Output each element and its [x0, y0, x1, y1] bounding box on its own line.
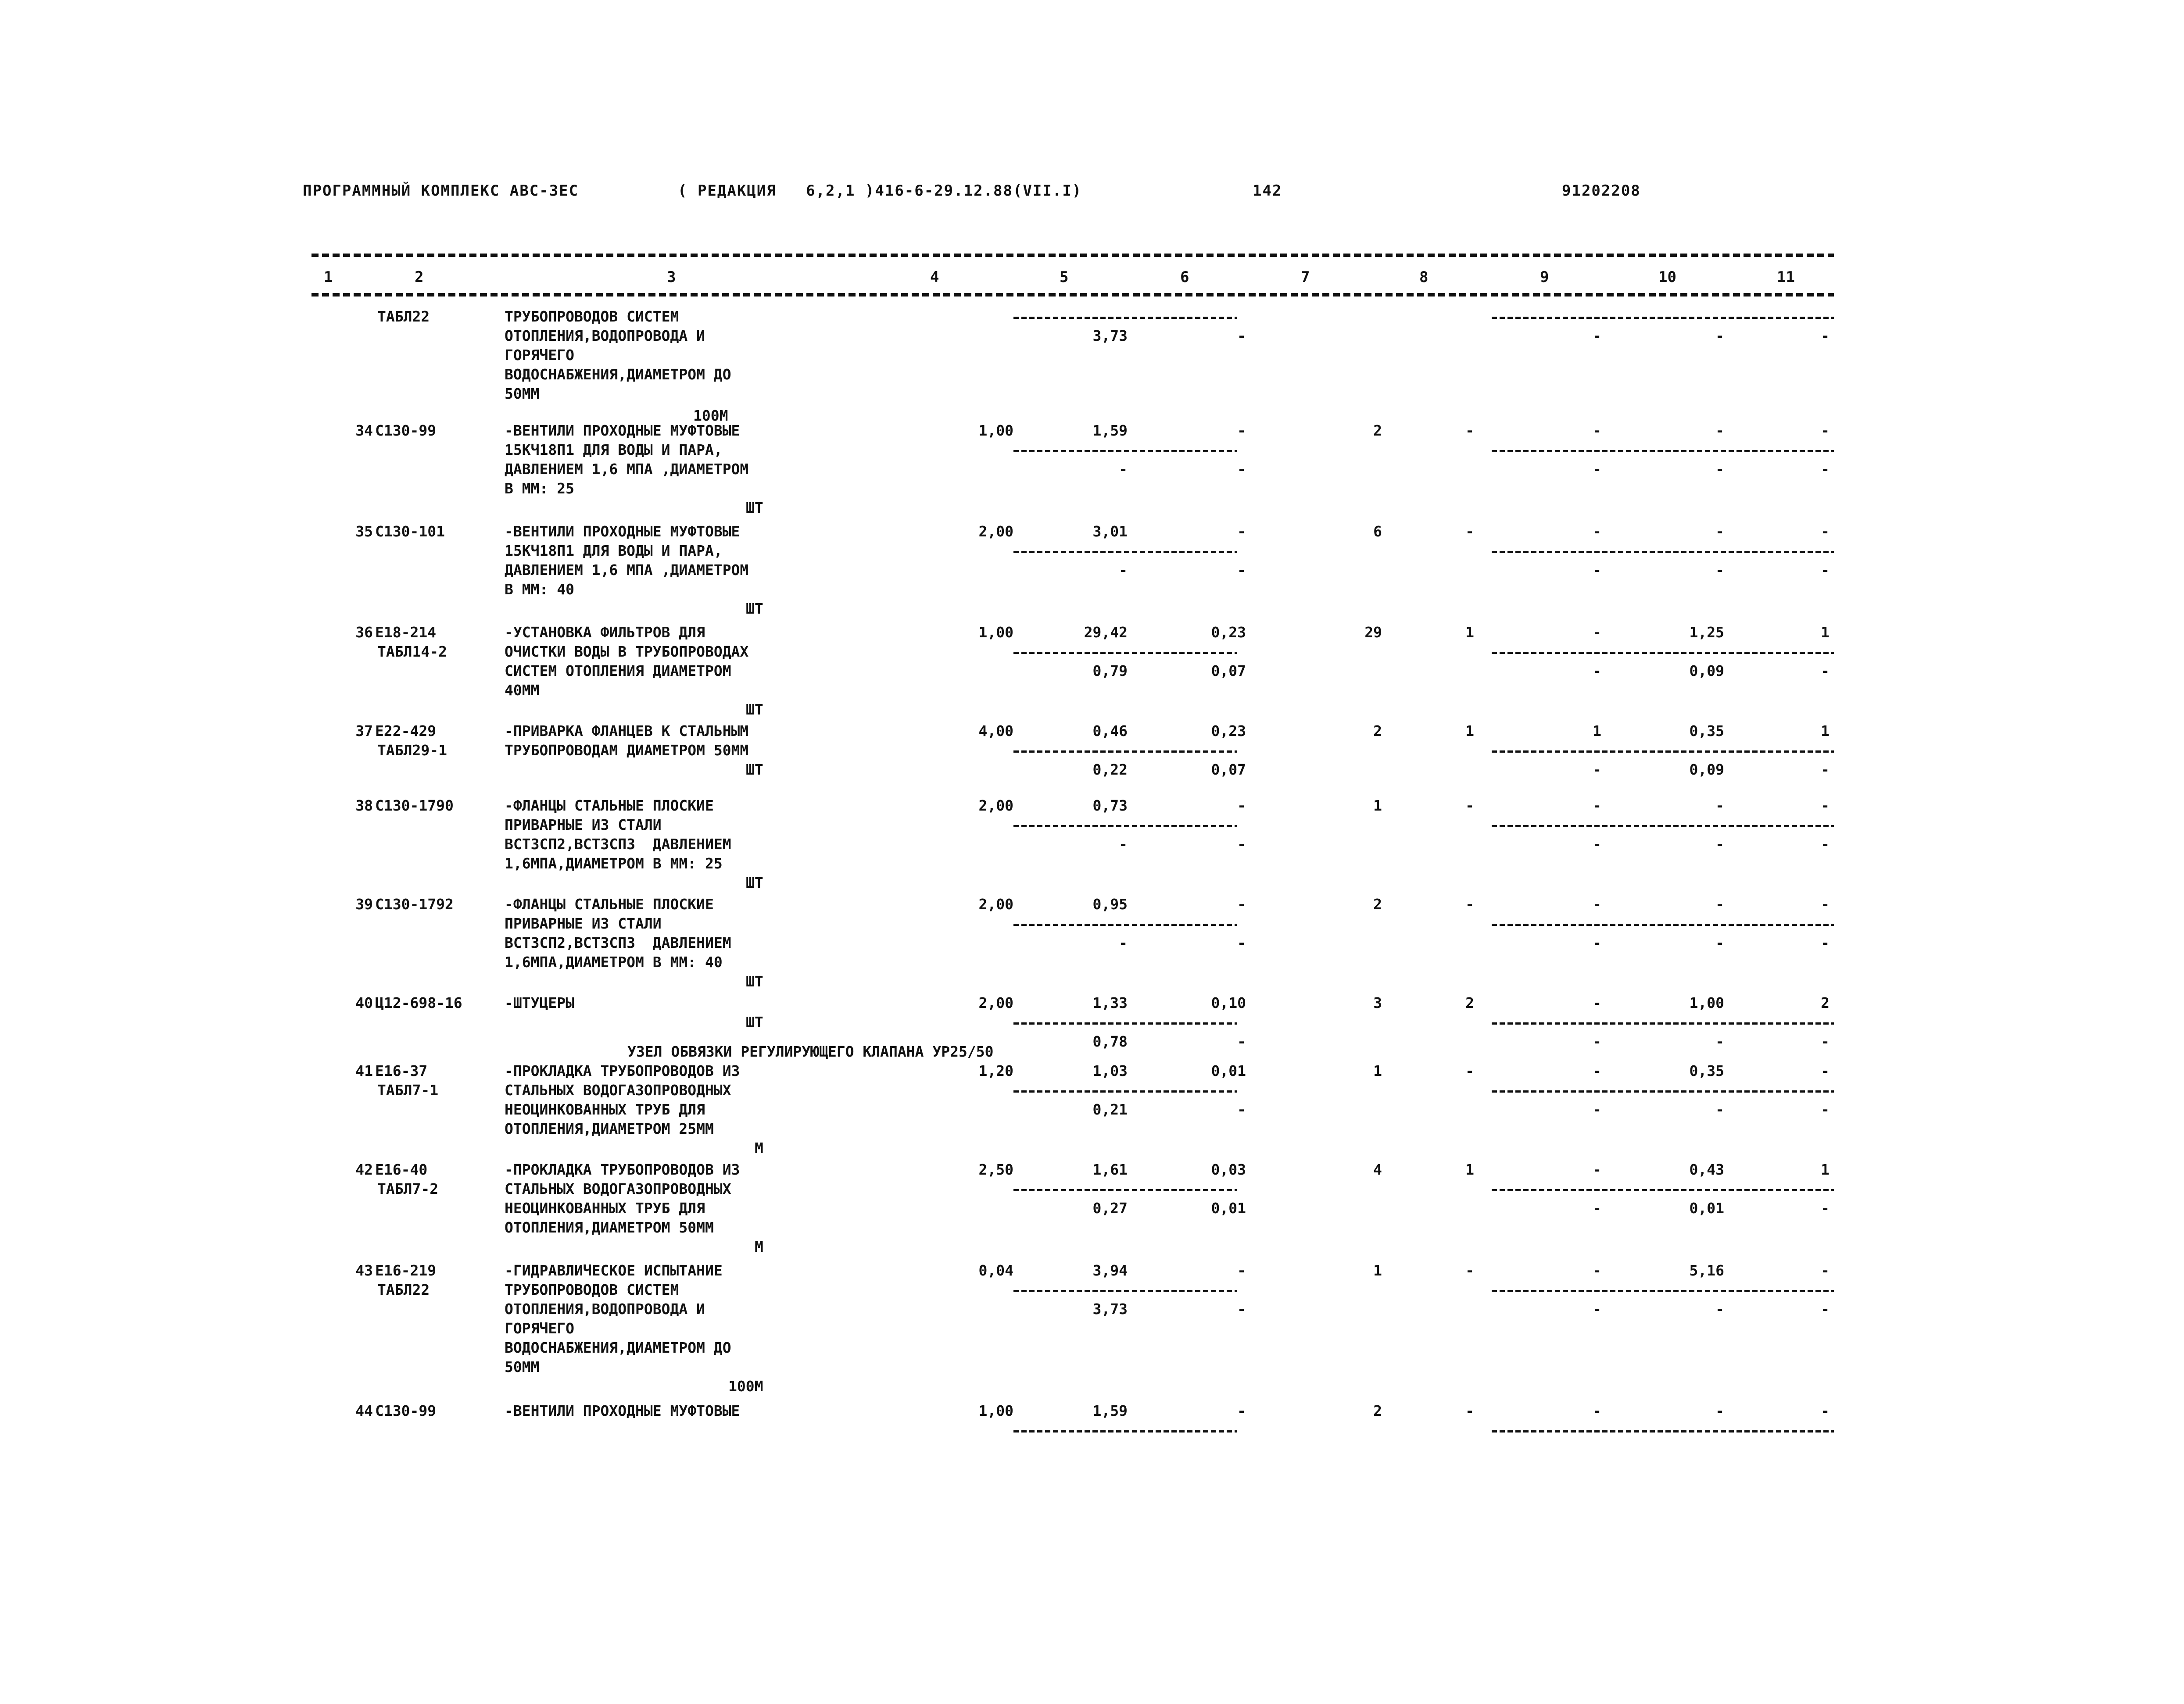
- row-col5: 29,42: [1084, 624, 1128, 641]
- row-col10-sub: -: [1715, 934, 1724, 951]
- row-divider: [1013, 924, 1237, 926]
- row-col8: -: [1465, 1402, 1474, 1419]
- row-code: Е16-37: [375, 1062, 428, 1079]
- row-number: 40: [355, 994, 373, 1011]
- row-col11-sub: -: [1821, 327, 1830, 344]
- row-col4: 2,00: [978, 523, 1013, 540]
- row-col10: -: [1715, 797, 1724, 814]
- row-col6-sub: -: [1237, 1033, 1246, 1050]
- row-description: -ГИДРАВЛИЧЕСКОЕ ИСПЫТАНИЕ ТРУБОПРОВОДОВ СИСТЕМ ОТОПЛЕНИЯ,ВОДОПРОВОДА И ГОРЯЧЕГО ВОДОСНАБЖЕНИЯ,ДИАМЕТРОМ ДО 50ММ: [505, 1262, 731, 1375]
- row-col10: -: [1715, 523, 1724, 540]
- row-col6: 0,23: [1211, 722, 1246, 739]
- row-divider-right: [1492, 750, 1834, 753]
- row-col10: 0,35: [1689, 1062, 1724, 1079]
- row-col5: 0,73: [1092, 797, 1128, 814]
- column-number-1: 1: [324, 268, 333, 286]
- row-unit: ШТ: [746, 701, 763, 718]
- row-description: ТРУБОПРОВОДОВ СИСТЕМ ОТОПЛЕНИЯ,ВОДОПРОВОДА И ГОРЯЧЕГО ВОДОСНАБЖЕНИЯ,ДИАМЕТРОМ ДО 50ММ: [505, 308, 731, 402]
- row-code-secondary: ТАБЛ7-1: [377, 1082, 439, 1099]
- row-col6: -: [1237, 896, 1246, 913]
- row-col7: 2: [1373, 1402, 1382, 1419]
- row-col6-sub: -: [1237, 561, 1246, 579]
- section-title: УЗЕЛ ОБВЯЗКИ РЕГУЛИРУЮЩЕГО КЛАПАНА УР25/50: [627, 1043, 994, 1060]
- row-col5: 3,94: [1092, 1262, 1128, 1279]
- row-description: -ВЕНТИЛИ ПРОХОДНЫЕ МУФТОВЫЕ 15КЧ18П1 ДЛЯ ВОДЫ И ПАРА, ДАВЛЕНИЕМ 1,6 МПА ,ДИАМЕТРОМ В ММ: 40: [505, 523, 749, 598]
- table-row: [0, 1401, 2184, 1500]
- row-col10-sub: 0,01: [1689, 1200, 1724, 1217]
- row-col6: 0,10: [1211, 994, 1246, 1011]
- row-unit: ШТ: [746, 499, 763, 516]
- row-col9: -: [1593, 797, 1601, 814]
- row-col8: 1: [1465, 624, 1474, 641]
- row-col7: 2: [1373, 896, 1382, 913]
- row-code: Ц12-698-16: [375, 994, 462, 1011]
- table-row: [0, 522, 2184, 621]
- edition-label: ( РЕДАКЦИЯ 6,2,1 )416-6-29.12.88(VII.I): [678, 182, 1082, 200]
- row-col7: 29: [1364, 624, 1382, 641]
- row-col5: 1,59: [1092, 422, 1128, 439]
- table-row: [0, 895, 2184, 994]
- table-row: [0, 623, 2184, 722]
- column-number-11: 11: [1777, 268, 1795, 286]
- row-col7: 2: [1373, 722, 1382, 739]
- row-description: -ПРИВАРКА ФЛАНЦЕВ К СТАЛЬНЫМ ТРУБОПРОВОДАМ ДИАМЕТРОМ 50ММ: [505, 722, 749, 759]
- row-code-secondary: ТАБЛ29-1: [377, 742, 447, 759]
- row-divider: [1013, 652, 1237, 654]
- row-col9-sub: -: [1593, 461, 1601, 478]
- row-code-secondary: ТАБЛ14-2: [377, 643, 447, 660]
- row-col6: -: [1237, 797, 1246, 814]
- row-divider: [1013, 317, 1237, 319]
- row-code: Е18-214: [375, 624, 437, 641]
- row-number: 42: [355, 1161, 373, 1178]
- table-row: [0, 796, 2184, 895]
- column-number-8: 8: [1419, 268, 1429, 286]
- row-number: 44: [355, 1402, 373, 1419]
- row-col6-sub: 0,07: [1211, 662, 1246, 679]
- row-col10-sub: 0,09: [1689, 662, 1724, 679]
- row-description: -ВЕНТИЛИ ПРОХОДНЫЕ МУФТОВЫЕ 15КЧ18П1 ДЛЯ ВОДЫ И ПАРА, ДАВЛЕНИЕМ 1,6 МПА ,ДИАМЕТРОМ В ММ: 25: [505, 422, 749, 497]
- row-col5: 1,03: [1092, 1062, 1128, 1079]
- table-row: [0, 1261, 2184, 1395]
- row-divider-right: [1492, 1090, 1834, 1093]
- row-col6-sub: 0,01: [1211, 1200, 1246, 1217]
- row-code: Е16-40: [375, 1161, 428, 1178]
- row-divider: [1013, 1090, 1237, 1093]
- row-col9-sub: -: [1593, 836, 1601, 853]
- row-description: -ПРОКЛАДКА ТРУБОПРОВОДОВ ИЗ СТАЛЬНЫХ ВОДОГАЗОПРОВОДНЫХ НЕОЦИНКОВАННЫХ ТРУБ ДЛЯ ОТОПЛЕНИЯ,ДИАМЕТРОМ 25ММ: [505, 1062, 740, 1137]
- row-col11: -: [1821, 896, 1830, 913]
- column-header-rule: [311, 293, 1834, 297]
- table-row-continuation: [0, 307, 2184, 424]
- row-divider: [1013, 1290, 1237, 1292]
- column-number-2: 2: [415, 268, 424, 286]
- row-col11-sub: -: [1821, 1101, 1830, 1118]
- row-number: 43: [355, 1262, 373, 1279]
- row-col11: -: [1821, 523, 1830, 540]
- row-code: С130-99: [375, 422, 437, 439]
- row-col7: 2: [1373, 422, 1382, 439]
- row-col8: 1: [1465, 1161, 1474, 1178]
- row-divider-right: [1492, 317, 1834, 319]
- row-divider: [1013, 551, 1237, 553]
- row-col10: -: [1715, 896, 1724, 913]
- row-divider: [1013, 1430, 1237, 1433]
- row-col11: -: [1821, 1402, 1830, 1419]
- row-col5-sub: -: [1119, 461, 1128, 478]
- row-code: С130-1790: [375, 797, 454, 814]
- row-col4: 1,20: [978, 1062, 1013, 1079]
- row-col6: 0,01: [1211, 1062, 1246, 1079]
- row-code: Е16-219: [375, 1262, 437, 1279]
- row-col10-sub: -: [1715, 561, 1724, 579]
- row-divider: [1013, 1189, 1237, 1191]
- row-col8: -: [1465, 1062, 1474, 1079]
- row-col6: -: [1237, 1402, 1246, 1419]
- row-divider-right: [1492, 551, 1834, 553]
- row-col5: 0,95: [1092, 896, 1128, 913]
- row-divider-right: [1492, 825, 1834, 827]
- row-col4: 2,00: [978, 797, 1013, 814]
- row-col5: 1,61: [1092, 1161, 1128, 1178]
- row-col7: 1: [1373, 797, 1382, 814]
- row-col8: -: [1465, 896, 1474, 913]
- row-unit: ШТ: [746, 761, 763, 778]
- row-col6-sub: -: [1237, 327, 1246, 344]
- row-col8: -: [1465, 422, 1474, 439]
- row-col9-sub: -: [1593, 1101, 1601, 1118]
- row-unit: ШТ: [746, 973, 763, 990]
- row-col9-sub: -: [1593, 1200, 1601, 1217]
- row-col8: -: [1465, 1262, 1474, 1279]
- row-unit: ШТ: [746, 874, 763, 891]
- row-col11-sub: -: [1821, 1300, 1830, 1318]
- row-number: 39: [355, 896, 373, 913]
- row-col5-sub: 0,78: [1092, 1033, 1128, 1050]
- table-row: [0, 421, 2184, 520]
- row-number: 34: [355, 422, 373, 439]
- row-col7: 4: [1373, 1161, 1382, 1178]
- row-col9-sub: -: [1593, 761, 1601, 778]
- row-col6: -: [1237, 523, 1246, 540]
- row-col5-sub: 0,79: [1092, 662, 1128, 679]
- row-col6-sub: -: [1237, 836, 1246, 853]
- row-col10: -: [1715, 422, 1724, 439]
- row-col8: -: [1465, 523, 1474, 540]
- row-col10-sub: 0,09: [1689, 761, 1724, 778]
- row-col10: 1,25: [1689, 624, 1724, 641]
- row-divider-right: [1492, 1022, 1834, 1025]
- column-number-10: 10: [1658, 268, 1676, 286]
- row-unit: М: [755, 1238, 763, 1255]
- row-col6-sub: -: [1237, 934, 1246, 951]
- row-col9: -: [1593, 624, 1601, 641]
- row-col9-sub: -: [1593, 561, 1601, 579]
- row-col11: 2: [1821, 994, 1830, 1011]
- row-unit: 100М: [728, 1378, 763, 1395]
- row-col9: -: [1593, 1062, 1601, 1079]
- column-number-7: 7: [1301, 268, 1310, 286]
- row-col11: 1: [1821, 624, 1830, 641]
- row-number: 36: [355, 624, 373, 641]
- row-col9-sub: -: [1593, 1300, 1601, 1318]
- row-col10-sub: -: [1715, 461, 1724, 478]
- row-col9: -: [1593, 1161, 1601, 1178]
- row-col10-sub: -: [1715, 1101, 1724, 1118]
- row-col5-sub: 3,73: [1092, 1300, 1128, 1318]
- table-row: [0, 1160, 2184, 1259]
- row-col5-sub: 0,27: [1092, 1200, 1128, 1217]
- row-col11: -: [1821, 422, 1830, 439]
- row-col9: 1: [1593, 722, 1601, 739]
- row-number: 35: [355, 523, 373, 540]
- row-col8: -: [1465, 797, 1474, 814]
- row-col6-sub: -: [1237, 461, 1246, 478]
- row-col11-sub: -: [1821, 662, 1830, 679]
- row-col11-sub: -: [1821, 561, 1830, 579]
- row-col9: -: [1593, 422, 1601, 439]
- row-col11-sub: -: [1821, 836, 1830, 853]
- row-col5-sub: -: [1119, 561, 1128, 579]
- row-divider: [1013, 825, 1237, 827]
- row-col8: 1: [1465, 722, 1474, 739]
- row-divider: [1013, 450, 1237, 452]
- row-col11: -: [1821, 797, 1830, 814]
- row-number: 37: [355, 722, 373, 739]
- column-number-3: 3: [667, 268, 676, 286]
- row-col6: -: [1237, 1262, 1246, 1279]
- page-number: 142: [1253, 182, 1282, 200]
- row-number: 38: [355, 797, 373, 814]
- row-unit: ШТ: [746, 1014, 763, 1031]
- document-number: 91202208: [1562, 182, 1641, 200]
- row-col4: 2,50: [978, 1161, 1013, 1178]
- row-col11-sub: -: [1821, 461, 1830, 478]
- row-col6-sub: 0,07: [1211, 761, 1246, 778]
- row-col10: 5,16: [1689, 1262, 1724, 1279]
- row-col7: 1: [1373, 1062, 1382, 1079]
- row-col5-sub: -: [1119, 836, 1128, 853]
- row-col5: 3,01: [1092, 523, 1128, 540]
- row-col11-sub: -: [1821, 934, 1830, 951]
- row-col7: 3: [1373, 994, 1382, 1011]
- row-description: -УСТАНОВКА ФИЛЬТРОВ ДЛЯ ОЧИСТКИ ВОДЫ В ТРУБОПРОВОДАХ СИСТЕМ ОТОПЛЕНИЯ ДИАМЕТРОМ 40ММ: [505, 624, 749, 699]
- row-col10-sub: -: [1715, 1033, 1724, 1050]
- row-col9: -: [1593, 994, 1601, 1011]
- row-col9: -: [1593, 1402, 1601, 1419]
- row-col9-sub: -: [1593, 662, 1601, 679]
- row-code-secondary: ТАБЛ22: [377, 308, 430, 325]
- row-col5: 1,59: [1092, 1402, 1128, 1419]
- row-unit: 100М: [693, 407, 728, 424]
- row-col5: 0,46: [1092, 722, 1128, 739]
- row-description: -ВЕНТИЛИ ПРОХОДНЫЕ МУФТОВЫЕ: [505, 1402, 740, 1419]
- row-col11-sub: -: [1821, 761, 1830, 778]
- table-top-rule: [311, 254, 1834, 257]
- row-description: -ШТУЦЕРЫ: [505, 994, 574, 1011]
- row-divider: [1013, 750, 1237, 753]
- row-col5: 1,33: [1092, 994, 1128, 1011]
- row-divider-right: [1492, 652, 1834, 654]
- row-col6: 0,23: [1211, 624, 1246, 641]
- row-col6: 0,03: [1211, 1161, 1246, 1178]
- row-col9-sub: -: [1593, 934, 1601, 951]
- column-number-5: 5: [1060, 268, 1069, 286]
- row-divider-right: [1492, 924, 1834, 926]
- row-col10: 0,43: [1689, 1161, 1724, 1178]
- row-divider-right: [1492, 1290, 1834, 1292]
- row-unit: ШТ: [746, 600, 763, 617]
- row-col10-sub: -: [1715, 327, 1724, 344]
- row-col9: -: [1593, 896, 1601, 913]
- row-col4: 1,00: [978, 422, 1013, 439]
- row-col6-sub: -: [1237, 1101, 1246, 1118]
- row-code: С130-101: [375, 523, 445, 540]
- row-code: Е22-429: [375, 722, 437, 739]
- row-col9-sub: -: [1593, 327, 1601, 344]
- row-col11: -: [1821, 1062, 1830, 1079]
- row-col11-sub: -: [1821, 1200, 1830, 1217]
- row-col5-sub: -: [1119, 934, 1128, 951]
- column-number-6: 6: [1180, 268, 1189, 286]
- row-col8: 2: [1465, 994, 1474, 1011]
- row-col10: 0,35: [1689, 722, 1724, 739]
- row-col11: -: [1821, 1262, 1830, 1279]
- row-col11-sub: -: [1821, 1033, 1830, 1050]
- row-col5-sub: 0,21: [1092, 1101, 1128, 1118]
- row-col4: 1,00: [978, 624, 1013, 641]
- row-code-secondary: ТАБЛ22: [377, 1281, 430, 1298]
- row-col7: 1: [1373, 1262, 1382, 1279]
- row-col6-sub: -: [1237, 1300, 1246, 1318]
- row-col10-sub: -: [1715, 1300, 1724, 1318]
- row-number: 41: [355, 1062, 373, 1079]
- row-col10: 1,00: [1689, 994, 1724, 1011]
- row-col11: 1: [1821, 1161, 1830, 1178]
- row-code-secondary: ТАБЛ7-2: [377, 1180, 439, 1197]
- table-row: [0, 1061, 2184, 1161]
- row-col5-sub: 3,73: [1092, 327, 1128, 344]
- row-description: -ФЛАНЦЫ СТАЛЬНЫЕ ПЛОСКИЕ ПРИВАРНЫЕ ИЗ СТАЛИ ВСТ3СП2,ВСТ3СП3 ДАВЛЕНИЕМ 1,6МПА,ДИАМЕТРОМ В ММ: 40: [505, 896, 731, 971]
- column-number-9: 9: [1540, 268, 1549, 286]
- column-number-4: 4: [930, 268, 939, 286]
- row-col9-sub: -: [1593, 1033, 1601, 1050]
- row-col4: 2,00: [978, 994, 1013, 1011]
- program-title: ПРОГРАММНЫЙ КОМПЛЕКС АВС-ЗЕС: [303, 182, 579, 200]
- row-description: -ПРОКЛАДКА ТРУБОПРОВОДОВ ИЗ СТАЛЬНЫХ ВОДОГАЗОПРОВОДНЫХ НЕОЦИНКОВАННЫХ ТРУБ ДЛЯ ОТОПЛЕНИЯ,ДИАМЕТРОМ 50ММ: [505, 1161, 740, 1236]
- row-col4: 2,00: [978, 896, 1013, 913]
- row-col9: -: [1593, 523, 1601, 540]
- row-col4: 4,00: [978, 722, 1013, 739]
- row-divider: [1013, 1022, 1237, 1025]
- row-description: -ФЛАНЦЫ СТАЛЬНЫЕ ПЛОСКИЕ ПРИВАРНЫЕ ИЗ СТАЛИ ВСТ3СП2,ВСТ3СП3 ДАВЛЕНИЕМ 1,6МПА,ДИАМЕТРОМ В ММ: 25: [505, 797, 731, 872]
- row-col10: -: [1715, 1402, 1724, 1419]
- row-col5-sub: 0,22: [1092, 761, 1128, 778]
- row-divider-right: [1492, 1430, 1834, 1433]
- row-col11: 1: [1821, 722, 1830, 739]
- row-col10-sub: -: [1715, 836, 1724, 853]
- row-col7: 6: [1373, 523, 1382, 540]
- row-divider-right: [1492, 1189, 1834, 1191]
- row-code: С130-1792: [375, 896, 454, 913]
- row-col9: -: [1593, 1262, 1601, 1279]
- row-col4: 1,00: [978, 1402, 1013, 1419]
- row-code: С130-99: [375, 1402, 437, 1419]
- row-unit: М: [755, 1140, 763, 1157]
- row-col6: -: [1237, 422, 1246, 439]
- row-col4: 0,04: [978, 1262, 1013, 1279]
- row-divider-right: [1492, 450, 1834, 452]
